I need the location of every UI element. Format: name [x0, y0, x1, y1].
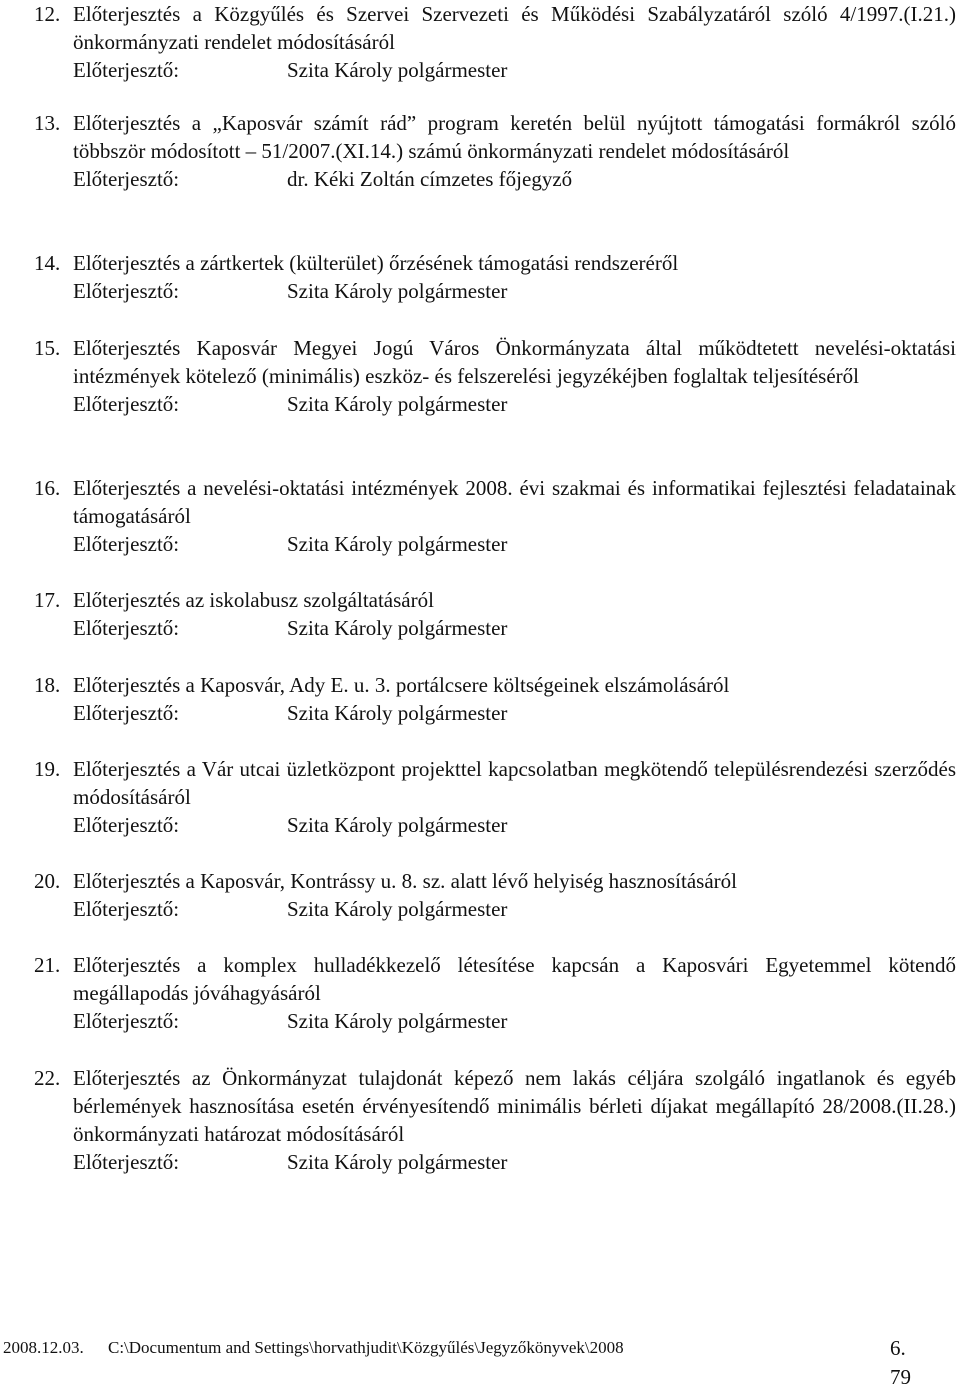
- presenter-line: [73, 699, 956, 727]
- agenda-item-17: [34, 586, 956, 642]
- agenda-item-22: [34, 1064, 956, 1176]
- agenda-item-12: [34, 0, 956, 84]
- presenter-line: [73, 530, 956, 558]
- item-title: Előterjesztés a zártkertek (külterület) őrzésének támogatási rendszeréről: [73, 251, 679, 275]
- footer-section-number: 6.: [890, 1336, 906, 1360]
- item-title: Előterjesztés az Önkormányzat tulajdonát képező nem lakás céljára szolgáló ingatlanok és egyéb bérlemények hasznosítása esetén érvényesítendő minimális bérleti díjakat megállapító 28/2008.(II.28.) önkormányzati határozat módosításáról: [73, 1066, 956, 1146]
- presenter-line: [73, 390, 956, 418]
- item-title: Előterjesztés az iskolabusz szolgáltatásáról: [73, 588, 434, 612]
- presenter-line: [73, 614, 956, 642]
- item-number: 18.: [34, 673, 61, 697]
- agenda-item-13: [34, 109, 956, 193]
- agenda-item-14: [34, 249, 956, 305]
- item-number: 19.: [34, 757, 61, 781]
- presenter-line: [73, 277, 956, 305]
- presenter-line: [73, 1007, 956, 1035]
- item-number: 12.: [34, 2, 61, 26]
- presenter-label: Előterjesztő:: [73, 392, 180, 416]
- item-title: Előterjesztés a nevelési-oktatási intézmények 2008. évi szakmai és informatikai fejlesztési feladatainak támogatásáról: [73, 476, 956, 528]
- presenter-label: Előterjesztő:: [73, 1150, 180, 1174]
- item-title: Előterjesztés a komplex hulladékkezelő létesítése kapcsán a Kaposvári Egyetemmel kötendő megállapodás jóváhagyásáról: [73, 953, 956, 1005]
- presenter-line: [73, 165, 956, 193]
- item-title: Előterjesztés a Kaposvár, Kontrássy u. 8. sz. alatt lévő helyiség hasznosításáról: [73, 869, 737, 893]
- presenter-name: Szita Károly polgármester: [287, 1009, 508, 1033]
- item-title: Előterjesztés a Vár utcai üzletközpont projekttel kapcsolatban megkötendő településrendezési szerződés módosításáról: [73, 757, 956, 809]
- agenda-item-20: [34, 867, 956, 923]
- item-number: 20.: [34, 869, 61, 893]
- agenda-item-18: [34, 671, 956, 727]
- presenter-name: Szita Károly polgármester: [287, 392, 508, 416]
- presenter-line: [73, 811, 956, 839]
- presenter-label: Előterjesztő:: [73, 167, 180, 191]
- item-number: 13.: [34, 111, 61, 135]
- presenter-line: [73, 56, 956, 84]
- presenter-name: Szita Károly polgármester: [287, 897, 508, 921]
- item-number: 21.: [34, 953, 61, 977]
- agenda-item-16: [34, 474, 956, 558]
- presenter-name: Szita Károly polgármester: [287, 1150, 508, 1174]
- item-title: Előterjesztés a Közgyűlés és Szervei Szervezeti és Működési Szabályzatáról szóló 4/1997.(I.21.) önkormányzati rendelet módosításáról: [73, 2, 956, 54]
- presenter-name: Szita Károly polgármester: [287, 532, 508, 556]
- item-title: Előterjesztés a „Kaposvár számít rád” program keretén belül nyújtott támogatási formákról szóló többször módosított – 51/2007.(XI.14.) számú önkormányzati rendelet módosításáról: [73, 111, 956, 163]
- presenter-label: Előterjesztő:: [73, 897, 180, 921]
- presenter-name: Szita Károly polgármester: [287, 616, 508, 640]
- presenter-line: [73, 1148, 956, 1176]
- presenter-name: Szita Károly polgármester: [287, 279, 508, 303]
- item-number: 16.: [34, 476, 61, 500]
- item-title: Előterjesztés a Kaposvár, Ady E. u. 3. portálcsere költségeinek elszámolásáról: [73, 673, 730, 697]
- presenter-name: Szita Károly polgármester: [287, 813, 508, 837]
- presenter-label: Előterjesztő:: [73, 616, 180, 640]
- item-number: 17.: [34, 588, 61, 612]
- presenter-label: Előterjesztő:: [73, 1009, 180, 1033]
- agenda-item-15: [34, 334, 956, 418]
- presenter-label: Előterjesztő:: [73, 701, 180, 725]
- presenter-label: Előterjesztő:: [73, 532, 180, 556]
- item-number: 15.: [34, 336, 61, 360]
- footer-date: 2008.12.03.: [3, 1338, 84, 1357]
- footer-file-path: C:\Documentum and Settings\horvathjudit\Közgyűlés\Jegyzőkönyvek\2008: [108, 1338, 624, 1357]
- agenda-item-19: [34, 755, 956, 839]
- presenter-name: Szita Károly polgármester: [287, 58, 508, 82]
- item-title: Előterjesztés Kaposvár Megyei Jogú Város Önkormányzata által működtetett nevelési-oktatási intézmények kötelező (minimális) eszköz- és felszerelési jegyzékéjben foglaltak teljesítéséről: [73, 336, 956, 388]
- item-number: 14.: [34, 251, 61, 275]
- agenda-item-21: [34, 951, 956, 1035]
- page-number: 79: [890, 1365, 911, 1389]
- item-number: 22.: [34, 1066, 61, 1090]
- presenter-name: dr. Kéki Zoltán címzetes főjegyző: [287, 167, 573, 191]
- presenter-label: Előterjesztő:: [73, 279, 180, 303]
- presenter-line: [73, 895, 956, 923]
- presenter-label: Előterjesztő:: [73, 813, 180, 837]
- presenter-name: Szita Károly polgármester: [287, 701, 508, 725]
- presenter-label: Előterjesztő:: [73, 58, 180, 82]
